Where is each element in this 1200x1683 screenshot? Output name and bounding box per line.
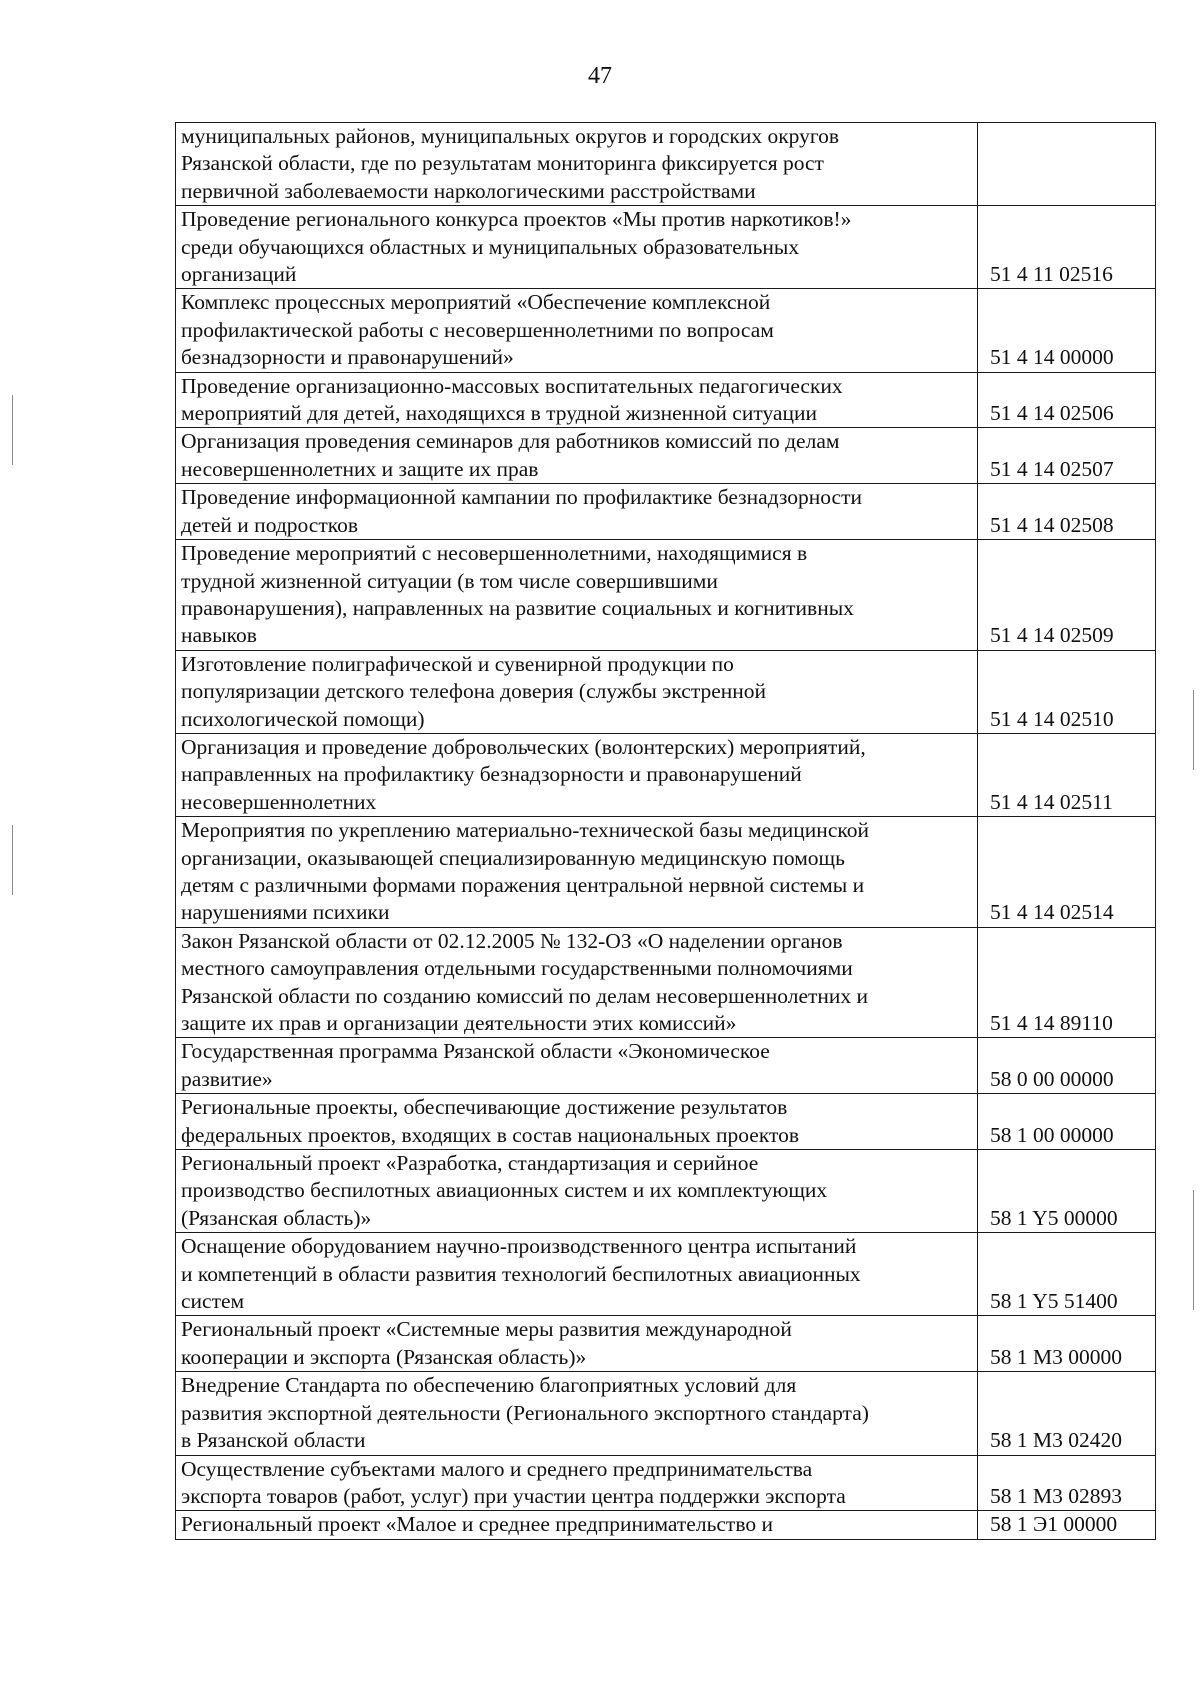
table-row (176, 206, 1156, 289)
description-line: Комплекс процессных мероприятий «Обеспечение комплексной (181, 290, 771, 315)
description-line: первичной заболеваемости наркологическими расстройствами (181, 178, 756, 203)
row-code-cell: 51 4 14 02509 (978, 540, 1156, 651)
row-code-cell: 58 0 00 00000 (978, 1038, 1156, 1094)
description-line: Проведение информационной кампании по профилактике безнадзорности (181, 485, 862, 510)
description-line: несовершеннолетних (181, 789, 377, 814)
table-row (176, 289, 1156, 372)
row-description-cell (176, 484, 978, 540)
description-line: Закон Рязанской области от 02.12.2005 № 132-ОЗ «О наделении органов (181, 928, 843, 953)
description-line: детям с различными формами поражения центральной нервной системы и (181, 872, 865, 897)
description-line: трудной жизненной ситуации (в том числе совершившими (181, 568, 718, 593)
budget-classification-table (175, 122, 1156, 1540)
description-line: и компетенций в области развития технологий беспилотных авиационных (181, 1261, 861, 1286)
description-line: Мероприятия по укреплению материально-технической базы медицинской (181, 818, 869, 843)
description-line: Региональный проект «Малое и среднее предпринимательство и (181, 1512, 773, 1537)
description-line: защите их прав и организации деятельности этих комиссий» (181, 1011, 737, 1035)
row-description-cell (176, 206, 978, 289)
row-description-cell (176, 1455, 978, 1511)
row-code-cell: 51 4 14 02511 (978, 733, 1156, 816)
row-code-cell: 51 4 14 02507 (978, 428, 1156, 484)
table-row (176, 1455, 1156, 1511)
description-line: Проведение организационно-массовых воспитательных педагогических (181, 373, 843, 398)
row-description-cell (176, 650, 978, 733)
description-line: Рязанской области, где по результатам мониторинга фиксируется рост (181, 151, 824, 176)
description-line: (Рязанская область)» (181, 1205, 372, 1230)
row-description-cell (176, 817, 978, 928)
description-line: Проведение регионального конкурса проектов «Мы против наркотиков!» (181, 207, 852, 232)
row-code-cell: 51 4 14 02510 (978, 650, 1156, 733)
description-line: Проведение мероприятий с несовершеннолетними, находящимися в (181, 541, 808, 566)
row-description-cell (176, 540, 978, 651)
row-code-cell: 58 1 М3 02893 (978, 1455, 1156, 1511)
table-row (176, 540, 1156, 651)
description-line: местного самоуправления отдельными государственными полномочиями (181, 956, 853, 981)
table-row (176, 1511, 1156, 1539)
table-row (176, 1316, 1156, 1372)
row-code-cell: 58 1 М3 02420 (978, 1372, 1156, 1455)
description-line: в Рязанской области (181, 1428, 366, 1453)
row-description-cell (176, 372, 978, 428)
row-code-cell: 58 1 Y5 51400 (978, 1233, 1156, 1316)
row-code-cell: 58 1 Y5 00000 (978, 1150, 1156, 1233)
description-line: Внедрение Стандарта по обеспечению благоприятных условий для (181, 1373, 797, 1398)
description-line: нарушениями психики (181, 900, 390, 925)
row-code-cell: 51 4 14 02514 (978, 817, 1156, 928)
table-row (176, 123, 1156, 206)
row-description-cell (176, 428, 978, 484)
description-line: развития экспортной деятельности (Регионального экспортного стандарта) (181, 1400, 869, 1425)
description-line: Региональные проекты, обеспечивающие достижение результатов (181, 1095, 788, 1120)
scan-margin-mark (12, 395, 13, 465)
table-row (176, 650, 1156, 733)
table-body (176, 123, 1156, 1540)
description-line: организаций (181, 262, 297, 287)
description-line: развитие» (181, 1066, 273, 1091)
description-line: психологической помощи) (181, 706, 425, 731)
table-row (176, 927, 1156, 1038)
row-description-cell (176, 1094, 978, 1150)
row-code-cell (978, 123, 1156, 206)
description-line: мероприятий для детей, находящихся в трудной жизненной ситуации (181, 401, 817, 426)
row-description-cell (176, 1038, 978, 1094)
row-description-cell (176, 289, 978, 372)
description-line: Оснащение оборудованием научно-производственного центра испытаний (181, 1234, 857, 1259)
table-row (176, 733, 1156, 816)
row-description-cell (176, 1150, 978, 1233)
description-line: детей и подростков (181, 512, 358, 537)
description-line: организации, оказывающей специализированную медицинскую помощь (181, 845, 845, 870)
row-description-cell (176, 1316, 978, 1372)
row-description-cell (176, 1233, 978, 1316)
description-line: Региональный проект «Разработка, стандартизация и серийное (181, 1151, 759, 1176)
row-description-cell (176, 123, 978, 206)
table-row (176, 484, 1156, 540)
table-row (176, 1372, 1156, 1455)
description-line: Организация и проведение добровольческих (волонтерских) мероприятий, (181, 734, 866, 759)
row-code-cell: 51 4 14 02506 (978, 372, 1156, 428)
description-line: Организация проведения семинаров для работников комиссий по делам (181, 429, 840, 454)
description-line: Изготовление полиграфической и сувенирной продукции по (181, 651, 734, 676)
description-line: навыков (181, 623, 257, 648)
description-line: правонарушения), направленных на развитие социальных и когнитивных (181, 595, 854, 620)
row-description-cell (176, 733, 978, 816)
description-line: профилактической работы с несовершеннолетними по вопросам (181, 317, 774, 342)
description-line: среди обучающихся областных и муниципальных образовательных (181, 234, 800, 259)
description-line: безнадзорности и правонарушений» (181, 345, 514, 370)
description-line: производство беспилотных авиационных систем и их комплектующих (181, 1178, 828, 1203)
row-code-cell: 58 1 00 00000 (978, 1094, 1156, 1150)
table-row (176, 1233, 1156, 1316)
table-row (176, 1150, 1156, 1233)
table-row (176, 1094, 1156, 1150)
table-row (176, 428, 1156, 484)
description-line: федеральных проектов, входящих в состав национальных проектов (181, 1122, 799, 1147)
description-line: несовершеннолетних и защите их прав (181, 456, 539, 481)
row-code-cell: 58 1 М3 00000 (978, 1316, 1156, 1372)
row-description-cell (176, 927, 978, 1038)
row-code-cell: 51 4 11 02516 (978, 206, 1156, 289)
row-code-cell: 51 4 14 89110 (978, 927, 1156, 1038)
description-line: экспорта товаров (работ, услуг) при участии центра поддержки экспорта (181, 1483, 846, 1508)
description-line: популяризации детского телефона доверия (службы экстренной (181, 679, 767, 704)
description-line: Государственная программа Рязанской области «Экономическое (181, 1039, 770, 1064)
description-line: систем (181, 1289, 245, 1314)
scan-margin-mark (1193, 690, 1194, 770)
description-line: направленных на профилактику безнадзорности и правонарушений (181, 762, 802, 787)
description-line: Региональный проект «Системные меры развития международной (181, 1317, 792, 1342)
table-row (176, 817, 1156, 928)
description-line: Рязанской области по созданию комиссий по делам несовершеннолетних и (181, 983, 869, 1008)
row-description-cell (176, 1511, 978, 1539)
row-description-cell (176, 1372, 978, 1455)
description-line: кооперации и экспорта (Рязанская область)» (181, 1344, 587, 1369)
description-line: Осуществление субъектами малого и среднего предпринимательства (181, 1456, 813, 1481)
table-row (176, 372, 1156, 428)
description-line: муниципальных районов, муниципальных округов и городских округов (181, 124, 840, 148)
table-row (176, 1038, 1156, 1094)
row-code-cell: 51 4 14 02508 (978, 484, 1156, 540)
scan-margin-mark (12, 825, 13, 895)
page-number: 47 (588, 63, 612, 89)
scan-margin-mark (1193, 1190, 1194, 1310)
row-code-cell: 58 1 Э1 00000 (978, 1511, 1156, 1539)
row-code-cell: 51 4 14 00000 (978, 289, 1156, 372)
